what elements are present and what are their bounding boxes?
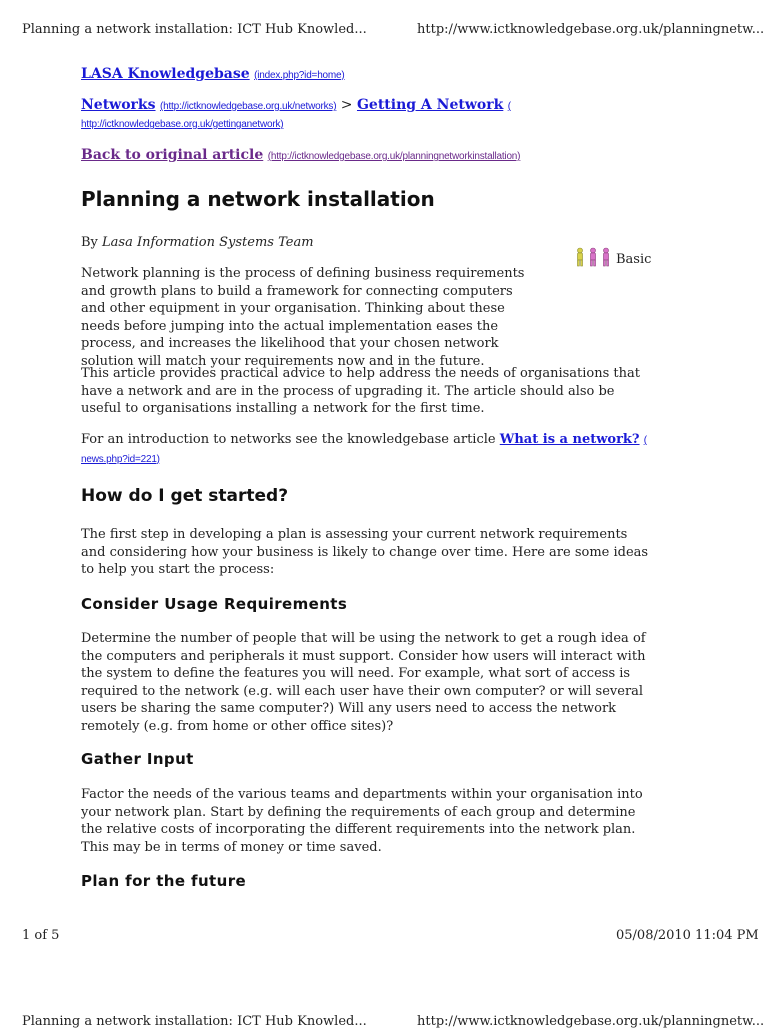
difficulty-label: Basic <box>616 252 652 267</box>
getting-a-network-url-open: ( <box>507 101 511 112</box>
intro-paragraph-3-text: For an introduction to networks see the knowledgebase article <box>81 432 496 447</box>
section-get-started-paragraph: The first step in developing a plan is assessing your current network requirements and considering how your business is likely to change over time. Here are some ideas to help you start the process: <box>81 527 649 577</box>
author-name: Lasa Information Systems Team <box>102 235 314 250</box>
home-link[interactable]: LASA Knowledgebase <box>81 66 250 82</box>
intro-paragraph-1-text: Network planning is the process of defining business requirements and growth plans to build a framework for connecting computers and other equipment in your organisation. Thinking about these needs before jumping into the actual implementation eases the process, and increases the likelihood that your chosen network solution will match your requirements now and in the future. <box>81 266 525 369</box>
back-link-line <box>81 147 520 165</box>
usage-requirements-paragraph: Determine the number of people that will be using the network to get a rough idea of the computers and peripherals it must support. Consider how users will interact with the system to define the features you will need. For example, what sort of access is required to the network (e.g. will each user have their own computer? or will several users be sharing the same computer?) Will any users need to access the network remotely (e.g. from home or other office sites)? <box>81 631 646 734</box>
section-heading-get-started: How do I get started? <box>81 486 289 506</box>
breadcrumb-separator: > <box>340 97 353 113</box>
back-to-article-link[interactable]: Back to original article <box>81 147 264 163</box>
print-header-url: http://www.ictknowledgebase.org.uk/planningnetw... <box>417 22 765 37</box>
networks-link-url: (http://ictknowledgebase.org.uk/networks) <box>159 101 337 112</box>
difficulty-level <box>575 247 651 267</box>
subheading-usage-requirements: Consider Usage Requirements <box>81 595 348 613</box>
intro-paragraph-2: This article provides practical advice to help address the needs of organisations that have a network and are in the process of upgrading it. The article should also be useful to organisations installing a network for the first time. <box>81 366 640 416</box>
next-page-header-url: http://www.ictknowledgebase.org.uk/planningnetw... <box>417 1014 765 1029</box>
subheading-plan-future: Plan for the future <box>81 872 247 890</box>
byline-prefix: By <box>81 235 98 250</box>
three-figures-icon <box>575 247 613 267</box>
breadcrumb-home <box>81 66 345 84</box>
intro-paragraph-3 <box>81 431 651 468</box>
page-title: Planning a network installation <box>81 187 435 211</box>
networks-link[interactable]: Networks <box>81 97 156 113</box>
print-timestamp: 05/08/2010 11:04 PM <box>616 928 759 943</box>
what-is-a-network-url-open: ( <box>643 435 647 446</box>
next-page-header-title: Planning a network installation: ICT Hub Knowled... <box>22 1014 367 1029</box>
home-link-url: (index.php?id=home) <box>254 70 345 81</box>
subheading-gather-input: Gather Input <box>81 750 194 768</box>
page-count: 1 of 5 <box>22 928 60 943</box>
byline <box>81 234 314 252</box>
getting-a-network-link[interactable]: Getting A Network <box>356 97 504 113</box>
intro-paragraph-1 <box>81 265 651 370</box>
getting-a-network-url: http://ictknowledgebase.org.uk/gettinganetwork) <box>81 119 284 130</box>
print-header-title: Planning a network installation: ICT Hub Knowled... <box>22 22 367 37</box>
what-is-a-network-link[interactable]: What is a network? <box>499 432 640 447</box>
breadcrumb <box>81 97 511 133</box>
back-to-article-url: (http://ictknowledgebase.org.uk/planningnetworkinstallation) <box>267 151 521 162</box>
gather-input-paragraph: Factor the needs of the various teams and departments within your organisation into your network plan. Start by defining the requirements of each group and determine the relative costs of incorporating the different requirements into the network plan. This may be in terms of money or time saved. <box>81 787 643 855</box>
what-is-a-network-url: news.php?id=221) <box>81 453 160 465</box>
